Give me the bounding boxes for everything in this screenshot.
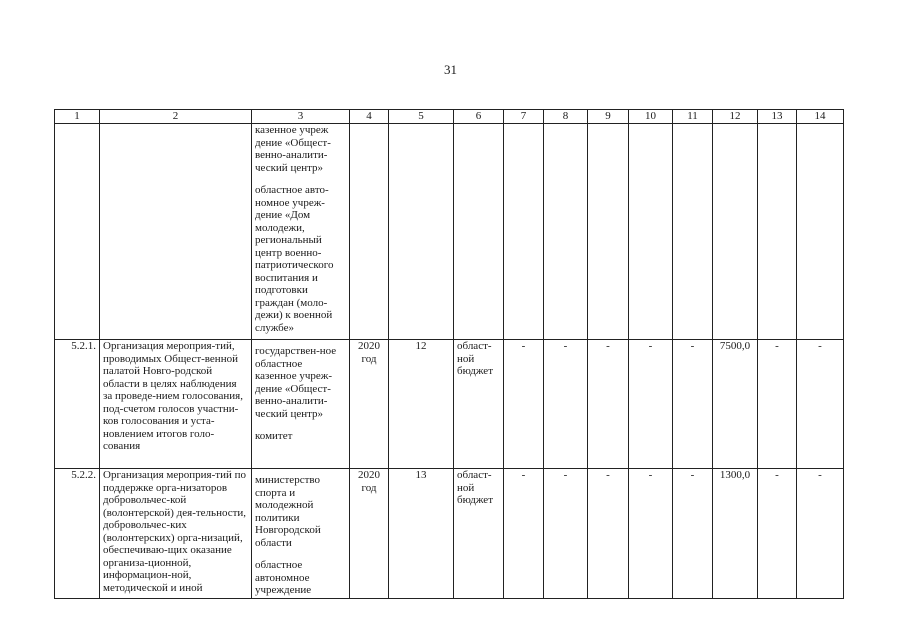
value-cell [797,124,844,340]
row-number-cell [55,124,100,340]
target-cell [389,124,454,340]
column-header: 4 [350,110,389,124]
value-cell: - [544,469,588,599]
table-row [55,124,844,340]
column-header: 5 [389,110,454,124]
value-cell: - [544,340,588,469]
value-cell: - [629,469,673,599]
value-cell [713,124,758,340]
column-header: 12 [713,110,758,124]
table-row [55,340,844,469]
value-cell: - [758,340,797,469]
row-number-cell: 5.2.1. [55,340,100,469]
column-header: 10 [629,110,673,124]
column-header: 9 [588,110,629,124]
period-cell: 2020 год [350,469,389,599]
program-table [54,109,844,599]
value-cell: - [588,469,629,599]
column-header: 3 [252,110,350,124]
funding-source-cell [454,124,504,340]
column-header: 13 [758,110,797,124]
executor-text: областное авто-номное учреж-дение «Дом молодежи, региональный центр военно-патриотического воспитания и подготовки граждан (моло-дежи) к военной службе» [255,184,334,334]
activity-cell: Организация мероприя-тий, проводимых Общест-венной палатой Новго-родской области в целях наблюдения за проведе-нием голосования, под-счетом голосов участни-ков голосования и уста-новлением итогов голо-сования [100,340,252,469]
activity-cell: Организация мероприя-тий по поддержке орга-низаторов добровольчес-кой (волонтерской) дея-тельности, добровольчес-ких (волонтерских) орга-низаций, обеспечиваю-щих оказание организа-ционной, информацион-ной, методической и иной [100,469,252,599]
value-cell: - [797,469,844,599]
value-cell [673,124,713,340]
executor-text: министерство спорта и молодежной политики Новгородской области [255,474,321,549]
value-cell [758,124,797,340]
value-cell [588,124,629,340]
executor-text: казенное учреж дение «Общест-венно-аналити-ческий центр» [255,124,331,174]
value-cell [504,124,544,340]
executor-text: государствен-ное областное казенное учреж-дение «Общест-венно-аналити-ческий центр» [255,345,337,420]
value-cell: - [673,469,713,599]
period-cell [350,124,389,340]
value-cell: 7500,0 [713,340,758,469]
header-row [55,110,844,124]
funding-source-cell: област-ной бюджет [454,340,504,469]
executor-cell [252,469,350,599]
executor-cell [252,340,350,469]
value-cell: - [504,469,544,599]
column-header: 8 [544,110,588,124]
value-cell: - [504,340,544,469]
column-header: 6 [454,110,504,124]
executor-cell [252,124,350,340]
page-number: 31 [444,62,457,77]
funding-source-cell: област-ной бюджет [454,469,504,599]
row-number-cell: 5.2.2. [55,469,100,599]
target-cell: 12 [389,340,454,469]
column-header: 2 [100,110,252,124]
value-cell: 1300,0 [713,469,758,599]
column-header: 11 [673,110,713,124]
column-header: 1 [55,110,100,124]
activity-cell [100,124,252,340]
table-row [55,469,844,599]
period-cell: 2020 год [350,340,389,469]
value-cell: - [588,340,629,469]
executor-text: областное автономное учреждение [255,559,312,596]
table-header [55,110,844,124]
value-cell: - [758,469,797,599]
column-header: 7 [504,110,544,124]
value-cell: - [673,340,713,469]
value-cell [544,124,588,340]
target-cell: 13 [389,469,454,599]
value-cell: - [629,340,673,469]
column-header: 14 [797,110,844,124]
value-cell: - [797,340,844,469]
executor-text: комитет [255,430,293,442]
value-cell [629,124,673,340]
